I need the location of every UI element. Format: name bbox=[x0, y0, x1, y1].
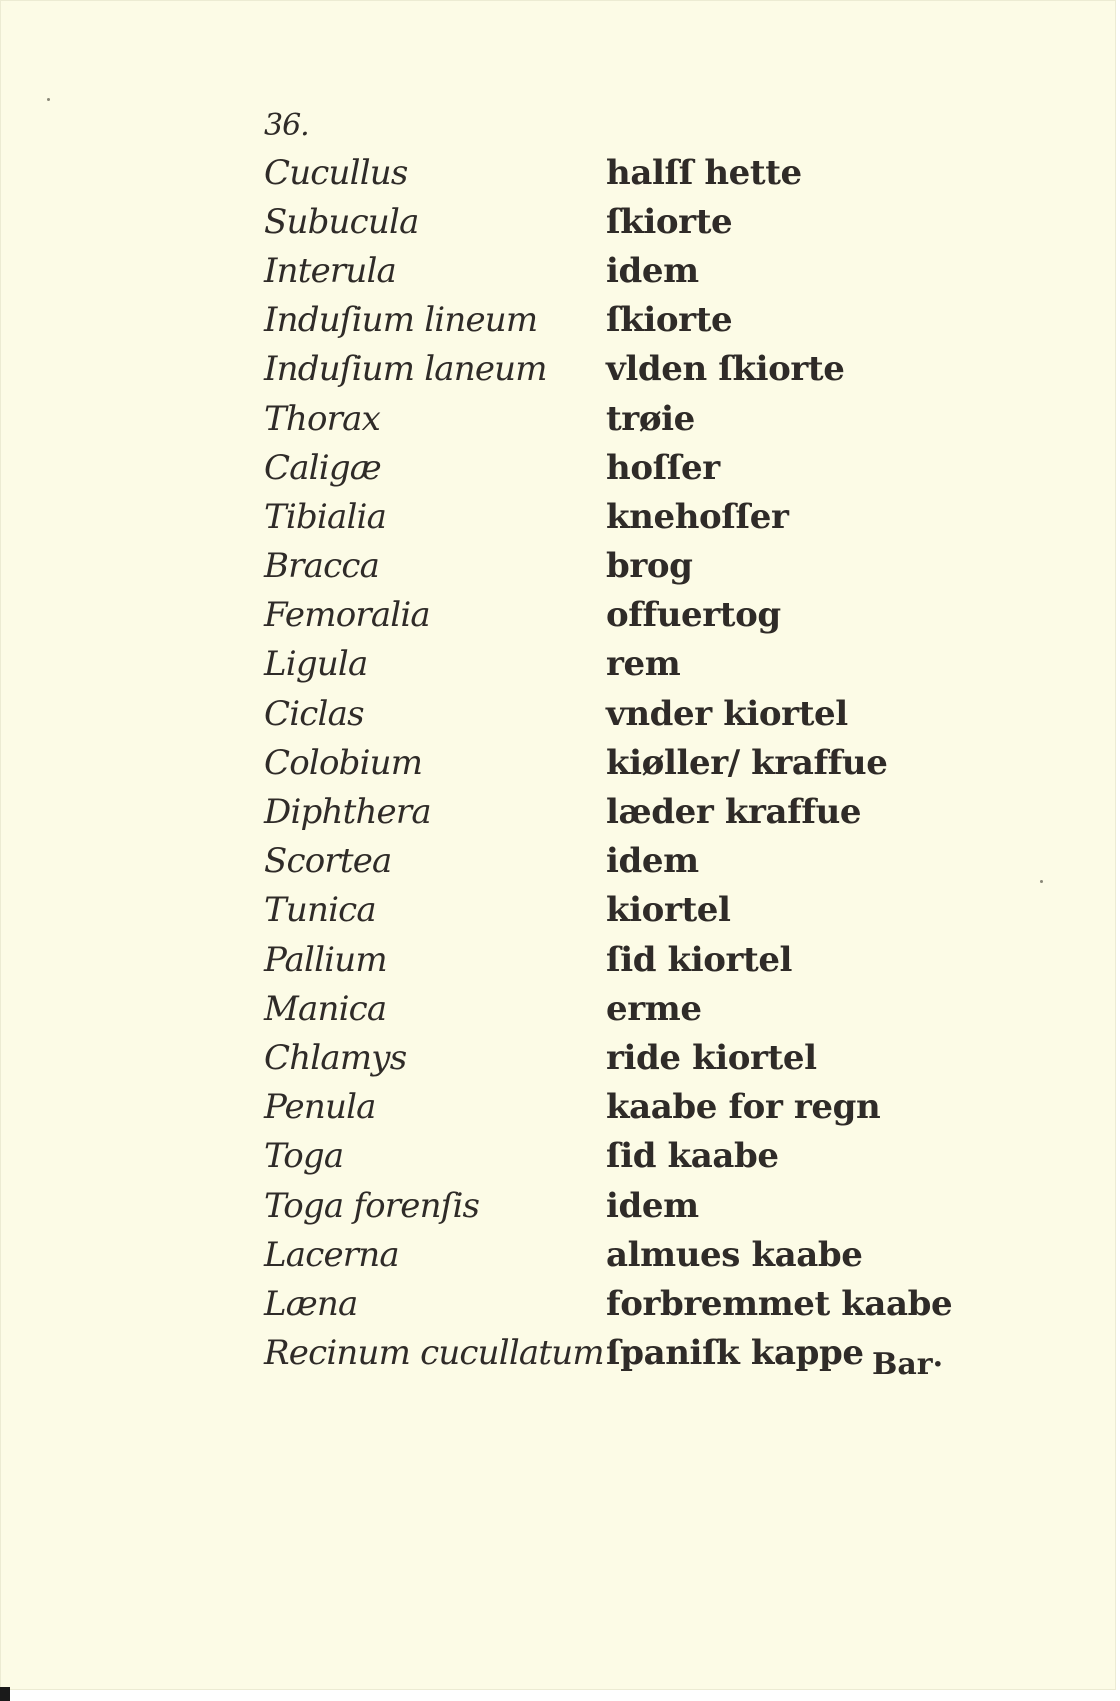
glossary-row bbox=[264, 197, 984, 246]
danish-term: vnder kiortel bbox=[606, 693, 848, 734]
danish-term: idem bbox=[606, 250, 699, 291]
glossary-row bbox=[264, 542, 984, 591]
glossary-row bbox=[264, 1083, 984, 1132]
glossary-row bbox=[264, 640, 984, 689]
glossary-row bbox=[264, 1132, 984, 1181]
danish-term: idem bbox=[606, 841, 699, 882]
danish-term: vlden ſkiorte bbox=[606, 349, 845, 390]
latin-term: Femoralia bbox=[264, 595, 430, 636]
glossary-list bbox=[264, 148, 984, 1378]
latin-term: Penula bbox=[264, 1087, 376, 1128]
glossary-row bbox=[264, 738, 984, 787]
latin-term: Subucula bbox=[264, 201, 419, 242]
danish-term: knehoſſer bbox=[606, 496, 789, 537]
latin-term: Toga bbox=[264, 1136, 344, 1177]
glossary-row bbox=[264, 443, 984, 492]
danish-term: ſid kaabe bbox=[606, 1136, 779, 1177]
latin-term: Lacerna bbox=[264, 1234, 399, 1275]
glossary-row bbox=[264, 345, 984, 394]
danish-term: ſid kiortel bbox=[606, 939, 793, 980]
latin-term: Læna bbox=[264, 1283, 358, 1324]
latin-term: Recinum cucullatum bbox=[264, 1333, 604, 1374]
glossary-row bbox=[264, 394, 984, 443]
danish-term: offuertog bbox=[606, 595, 781, 636]
latin-term: Chlamys bbox=[264, 1037, 407, 1078]
scan-edge-mark bbox=[0, 1687, 10, 1701]
danish-term: trøie bbox=[606, 398, 695, 439]
glossary-row bbox=[264, 787, 984, 836]
danish-term: ſkiorte bbox=[606, 201, 733, 242]
danish-term: kiortel bbox=[606, 890, 731, 931]
glossary-row bbox=[264, 935, 984, 984]
danish-term: halſſ hette bbox=[606, 152, 802, 193]
latin-term: Toga forenſis bbox=[264, 1185, 480, 1226]
glossary-row bbox=[264, 1279, 984, 1328]
glossary-row bbox=[264, 837, 984, 886]
latin-term: Interula bbox=[264, 250, 397, 291]
latin-term: Ligula bbox=[264, 644, 368, 685]
latin-term: Ciclas bbox=[264, 693, 364, 734]
glossary-row bbox=[264, 689, 984, 738]
glossary-row bbox=[264, 1181, 984, 1230]
latin-term: Pallium bbox=[264, 939, 387, 980]
glossary-row bbox=[264, 886, 984, 935]
danish-term: idem bbox=[606, 1185, 699, 1226]
latin-term: Induſium lineum bbox=[264, 300, 538, 341]
latin-term: Thorax bbox=[264, 398, 380, 439]
danish-term: kaabe for regn bbox=[606, 1087, 881, 1128]
latin-term: Diphthera bbox=[264, 792, 431, 833]
danish-term: ſpaniſk kappe bbox=[606, 1333, 864, 1374]
glossary-row bbox=[264, 246, 984, 295]
glossary-row bbox=[264, 1033, 984, 1082]
glossary-row bbox=[264, 591, 984, 640]
catchword: Bar· bbox=[872, 1347, 944, 1382]
danish-term: brog bbox=[606, 546, 693, 587]
glossary-row bbox=[264, 984, 984, 1033]
danish-term: rem bbox=[606, 644, 681, 685]
latin-term: Caligæ bbox=[264, 447, 381, 488]
latin-term: Scortea bbox=[264, 841, 392, 882]
glossary-row bbox=[264, 1230, 984, 1279]
latin-term: Cucullus bbox=[264, 152, 408, 193]
danish-term: læder kraffue bbox=[606, 792, 862, 833]
latin-term: Colobium bbox=[264, 742, 423, 783]
danish-term: almues kaabe bbox=[606, 1234, 863, 1275]
latin-term: Bracca bbox=[264, 546, 380, 587]
danish-term: ſkiorte bbox=[606, 300, 733, 341]
danish-term: erme bbox=[606, 988, 702, 1029]
glossary-row bbox=[264, 296, 984, 345]
danish-term: forbremmet kaabe bbox=[606, 1283, 953, 1324]
danish-term: hoſſer bbox=[606, 447, 720, 488]
latin-term: Manica bbox=[264, 988, 387, 1029]
latin-term: Tunica bbox=[264, 890, 376, 931]
ink-speck bbox=[1040, 880, 1043, 883]
danish-term: kiøller/ kraffue bbox=[606, 742, 888, 783]
glossary-row bbox=[264, 492, 984, 541]
page-number: 36. bbox=[264, 108, 309, 143]
latin-term: Tibialia bbox=[264, 496, 387, 537]
latin-term: Induſium laneum bbox=[264, 349, 547, 390]
ink-speck bbox=[47, 98, 50, 101]
danish-term: ride kiortel bbox=[606, 1037, 817, 1078]
glossary-row bbox=[264, 148, 984, 197]
